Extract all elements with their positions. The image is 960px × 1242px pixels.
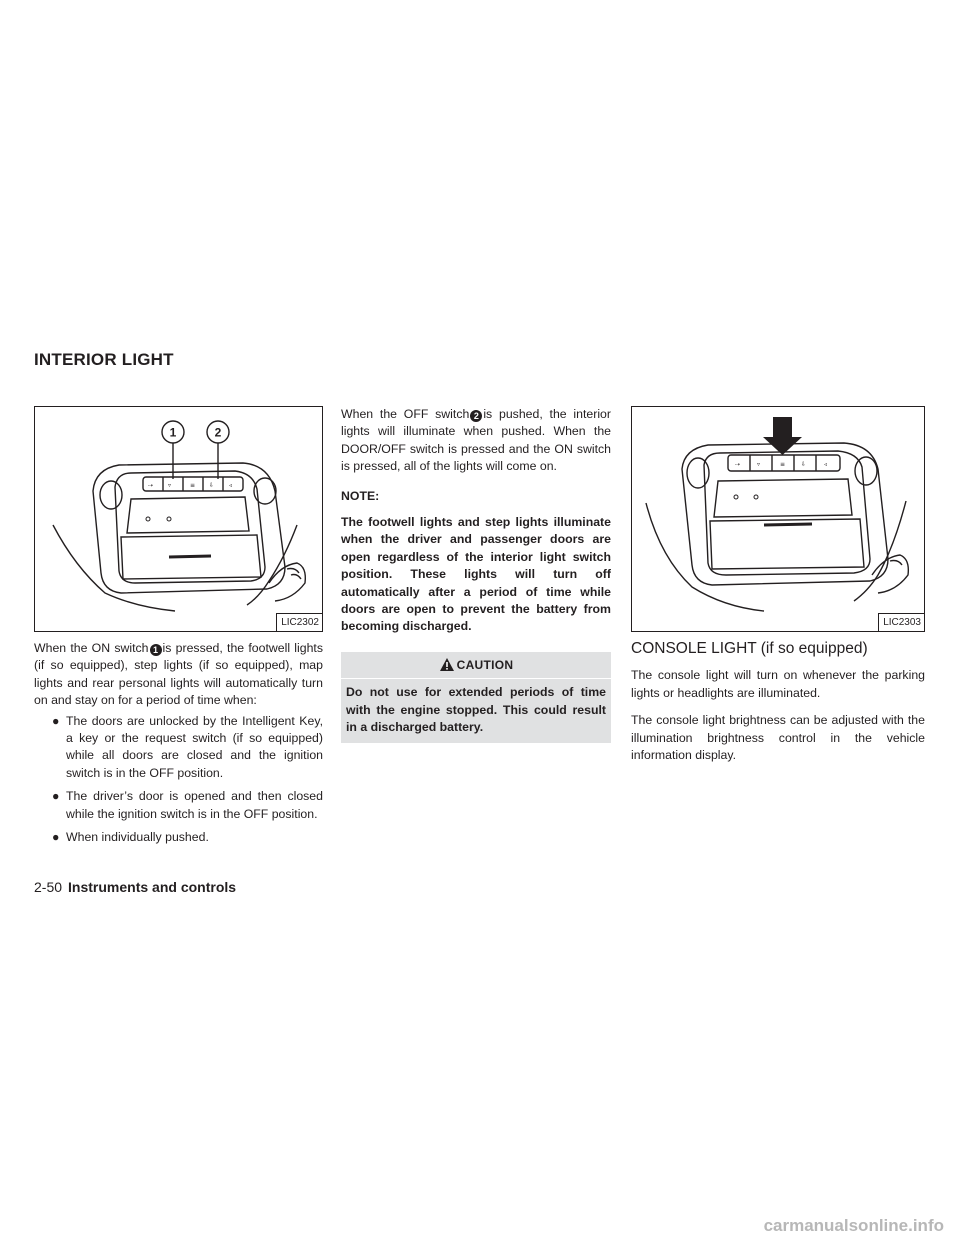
- figure-code: LIC2303: [878, 613, 924, 631]
- list-item: [34, 788, 323, 823]
- watermark: carmanualsonline.info: [763, 1216, 944, 1235]
- svg-text:⇩: ⇩: [209, 482, 215, 489]
- svg-text:≡: ≡: [190, 482, 196, 489]
- list-item: [34, 713, 323, 783]
- figure-overhead-console-switches: [34, 406, 323, 632]
- caution-box: [341, 652, 611, 743]
- bullet-icon: ●: [52, 789, 60, 804]
- pointer-arrow-icon: [763, 417, 802, 455]
- page-footer: [34, 879, 236, 895]
- bullet-icon: ●: [52, 830, 60, 845]
- caution-header: [341, 652, 611, 679]
- svg-text:≡: ≡: [780, 461, 786, 468]
- bullet-icon: ●: [52, 713, 60, 728]
- svg-text:⇢: ⇢: [148, 482, 154, 489]
- caution-title: CAUTION: [456, 657, 514, 672]
- column-1: [34, 640, 323, 852]
- subheading-console-light: CONSOLE LIGHT (if so equipped): [631, 640, 868, 657]
- section-heading: INTERIOR LIGHT: [34, 350, 174, 369]
- text: is pressed, the footwell lights (if so equipped), step lights (if so equipped), map lights and rear personal lights will automatically turn on and stay on for a period of time when:: [34, 641, 323, 708]
- list-item-text: The doors are unlocked by the Intelligent Key, a key or the request switch (if so equipped) while all doors are closed and the ignition switch is in the OFF position.: [66, 713, 323, 780]
- svg-text:⇢: ⇢: [735, 461, 741, 468]
- console-light-illustration: [632, 407, 924, 631]
- text: is pushed, the interior lights will illuminate when pushed. When the DOOR/OFF switch is pressed and the ON switch is pressed, all of the lights will come on.: [341, 407, 611, 474]
- note-title: NOTE:: [341, 488, 380, 503]
- callout-2-badge: 2: [470, 410, 482, 422]
- paragraph-off-switch: [341, 406, 611, 476]
- chapter-title: Instruments and controls: [68, 879, 237, 895]
- callout-1-badge: 1: [150, 644, 162, 656]
- list-item: [34, 829, 323, 846]
- paragraph-console-light-1: The console light will turn on whenever the parking lights or headlights are illuminated.: [631, 668, 925, 700]
- column-3: [631, 640, 925, 764]
- paragraph-on-switch: [34, 640, 323, 710]
- warning-icon: [439, 657, 455, 672]
- text: When the ON switch: [34, 641, 149, 655]
- caution-text: Do not use for extended periods of time with the engine stopped. This could result in a discharged battery.: [346, 685, 606, 735]
- svg-text:◃: ◃: [229, 482, 233, 489]
- list-item-text: The driver’s door is opened and then closed while the ignition switch is in the OFF position.: [66, 789, 323, 821]
- callout-1-label: 1: [169, 425, 177, 440]
- paragraph-console-light-2: The console light brightness can be adjusted with the illumination brightness control in the vehicle information display.: [631, 713, 925, 763]
- svg-text:◃: ◃: [824, 461, 828, 468]
- note-text: The footwell lights and step lights illuminate when the driver and passenger doors are open regardless of the interior light switch position. These lights will turn off automatically after a period of time while doors are open to prevent the battery from becoming discharged.: [341, 515, 611, 634]
- figure-console-light: [631, 406, 925, 632]
- svg-text:▿: ▿: [168, 482, 172, 489]
- figure-code: LIC2302: [276, 613, 322, 631]
- text: When the OFF switch: [341, 407, 470, 421]
- svg-text:▿: ▿: [757, 461, 761, 468]
- column-2: [341, 406, 611, 743]
- list-item-text: When individually pushed.: [66, 830, 209, 845]
- overhead-console-illustration: [35, 407, 322, 631]
- callout-2-label: 2: [214, 425, 222, 440]
- bullet-list: [34, 713, 323, 847]
- svg-text:⇩: ⇩: [801, 461, 807, 468]
- page-number: 2-50: [34, 879, 63, 895]
